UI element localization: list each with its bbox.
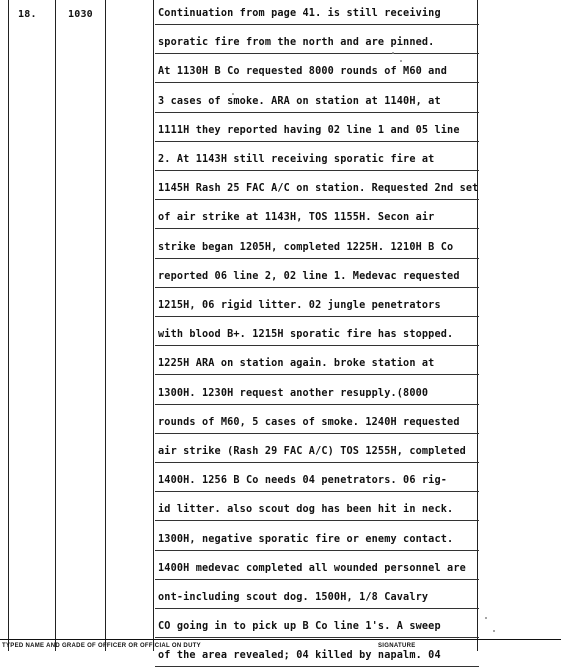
- entry-date: 18.: [18, 9, 37, 20]
- column-rule-incidents: [153, 0, 154, 651]
- journal-line: sporatic fire from the north and are pinned.: [158, 37, 435, 49]
- column-rule-left: [8, 0, 9, 651]
- scan-speck: [485, 617, 487, 619]
- scan-speck: [493, 630, 495, 632]
- journal-line: strike began 1205H, completed 1225H. 1210H B Co: [158, 241, 454, 253]
- journal-line: 1300H, negative sporatic fire or enemy contact.: [158, 533, 454, 545]
- journal-line: 2. At 1143H still receiving sporatic fire at: [158, 154, 435, 165]
- entry-time: 1030: [68, 9, 93, 20]
- scan-speck: [400, 60, 402, 62]
- journal-line: Continuation from page 41. is still receiving: [158, 8, 441, 19]
- journal-line: 3 cases of smoke. ARA on station at 1140H, at: [158, 95, 441, 107]
- typed-name-label: TYPED NAME AND GRADE OF OFFICER OR OFFICIAL ON DUTY: [2, 643, 201, 649]
- journal-line: with blood B+. 1215H sporatic fire has stopped.: [158, 329, 454, 341]
- journal-line: rounds of M60, 5 cases of smoke. 1240H requested: [158, 416, 460, 428]
- column-rule-date: [55, 0, 56, 651]
- journal-line: 1300H. 1230H request another resupply.(8000: [158, 387, 429, 399]
- column-rule-action: [477, 0, 478, 651]
- footer-rule: [0, 639, 561, 640]
- journal-line: id litter. also scout dog has been hit in neck.: [158, 504, 454, 516]
- journal-line: ont-including scout dog. 1500H, 1/8 Cavalry: [158, 592, 429, 603]
- journal-line: of the area revealed; 04 killed by napalm. 04: [158, 650, 441, 662]
- column-rule-time: [105, 0, 106, 651]
- journal-line: CO going in to pick up B Co line 1's. A sweep: [158, 621, 441, 633]
- journal-line: 1225H ARA on station again. broke station at: [158, 358, 435, 370]
- journal-line: At 1130H B Co requested 8000 rounds of M60 and: [158, 66, 448, 78]
- journal-line: 1145H Rash 25 FAC A/C on station. Requested 2nd set: [158, 183, 479, 195]
- journal-line: 1400H medevac completed all wounded personnel are: [158, 562, 466, 574]
- journal-line: 1215H, 06 rigid litter. 02 jungle penetrators: [158, 300, 441, 311]
- journal-line: reported 06 line 2, 02 line 1. Medevac requested: [158, 270, 460, 282]
- journal-line: 1400H. 1256 B Co needs 04 penetrators. 06 rig-: [158, 475, 448, 487]
- signature-label: SIGNATURE: [378, 643, 416, 649]
- journal-line: of air strike at 1143H, TOS 1155H. Secon air: [158, 212, 435, 224]
- scan-speck: [392, 52, 394, 54]
- journal-line: 1111H they reported having 02 line 1 and 05 line: [158, 124, 460, 136]
- scan-speck: [232, 93, 234, 95]
- journal-line: air strike (Rash 29 FAC A/C) TOS 1255H, completed: [158, 446, 466, 457]
